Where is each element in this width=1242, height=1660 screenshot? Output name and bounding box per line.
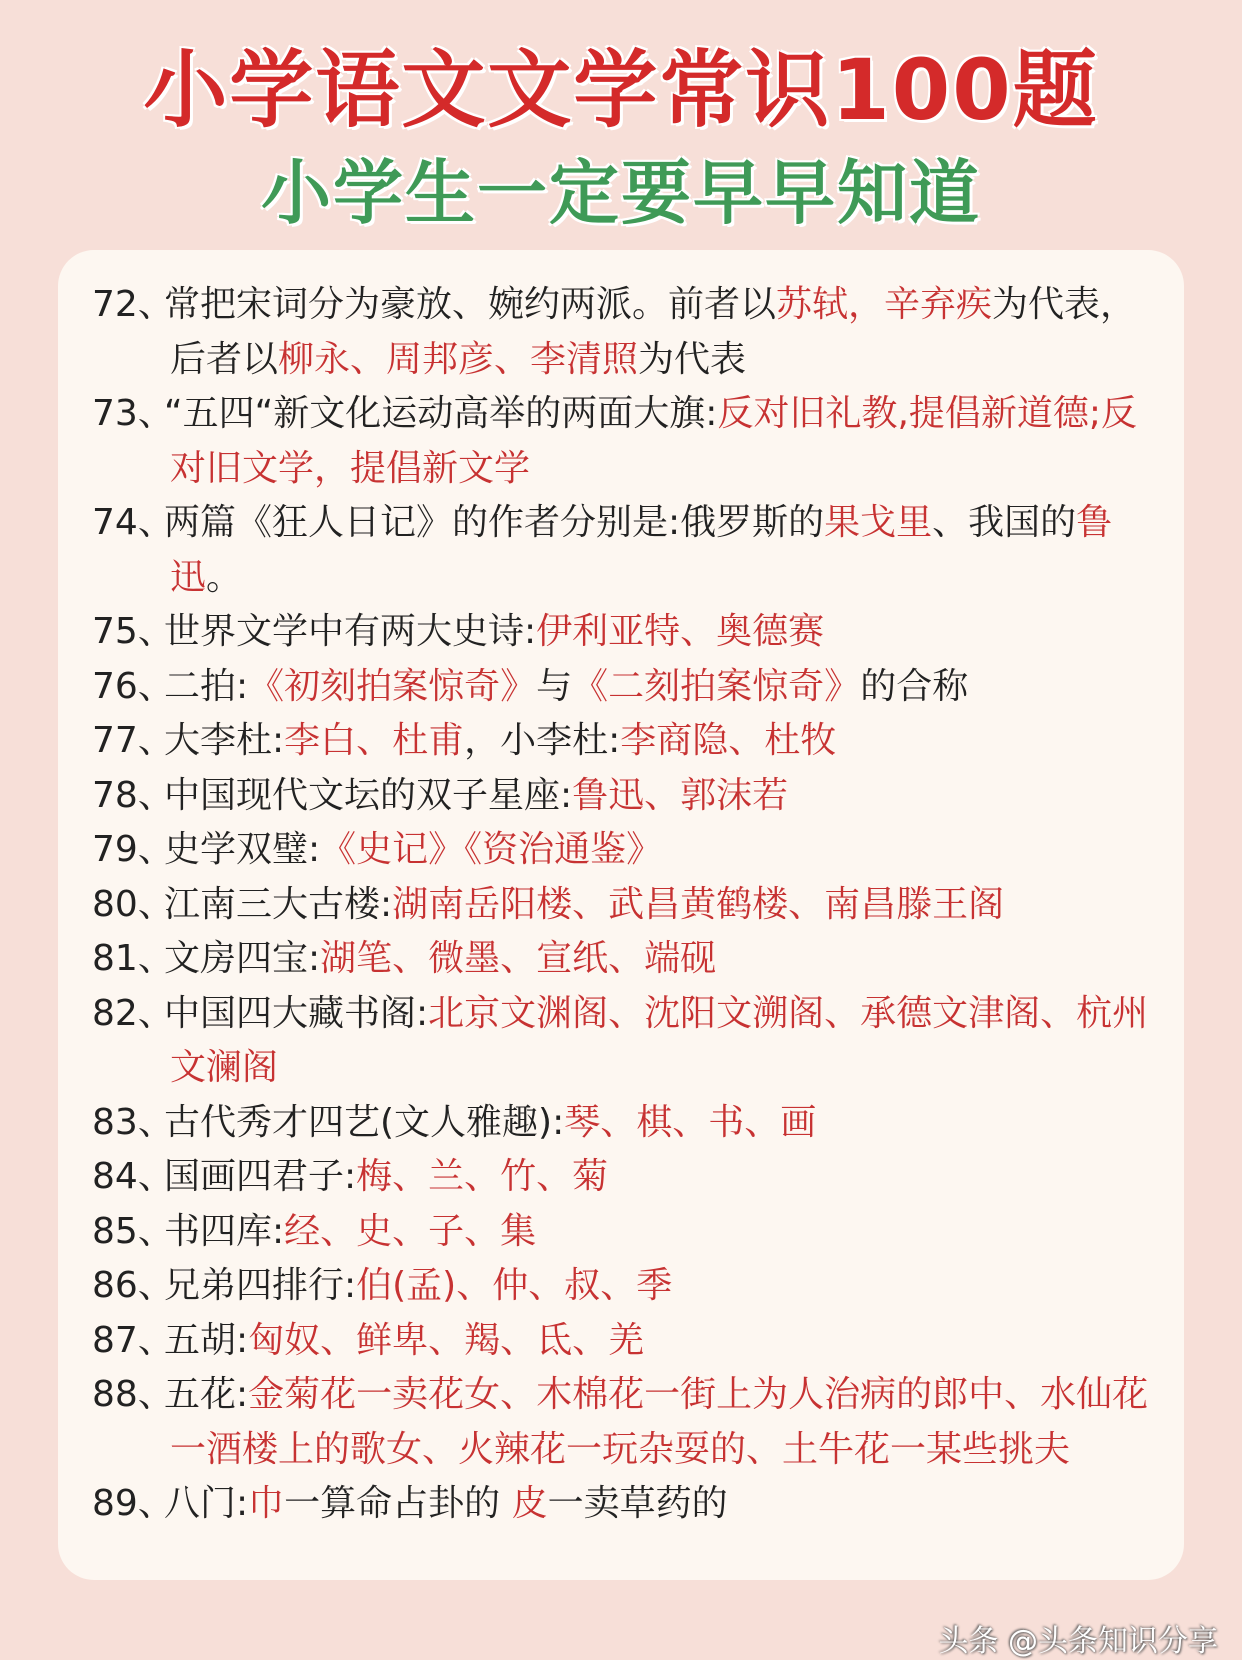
item-number: 76、 xyxy=(92,665,174,707)
list-item: 77、大李杜:李白、杜甫，小李杜:李商隐、杜牧 xyxy=(92,714,1152,769)
list-item: 84、国画四君子:梅、兰、竹、菊 xyxy=(92,1150,1152,1205)
list-item: 72、常把宋词分为豪放、婉约两派。前者以苏轼，辛弃疾为代表，后者以柳永、周邦彦、李清照为代表 xyxy=(92,278,1152,387)
list-item: 76、二拍:《初刻拍案惊奇》与《二刻拍案惊奇》的合称 xyxy=(92,660,1152,715)
item-number: 80、 xyxy=(92,883,174,925)
page-title: 小学语文文学常识100题 xyxy=(143,41,1099,139)
item-number: 83、 xyxy=(92,1101,174,1143)
page-subtitle: 小学生一定要早早知道 xyxy=(261,152,981,234)
item-number: 78、 xyxy=(92,774,174,816)
list-item: 75、世界文学中有两大史诗:伊利亚特、奥德赛 xyxy=(92,605,1152,660)
list-item: 79、史学双璧:《史记》《资治通鉴》 xyxy=(92,823,1152,878)
item-number: 77、 xyxy=(92,720,174,761)
item-number: 75、 xyxy=(92,611,174,652)
list-item: 85、书四库:经、史、子、集 xyxy=(92,1205,1152,1260)
item-number: 85、 xyxy=(92,1210,174,1252)
list-item: 78、中国现代文坛的双子星座:鲁迅、郭沫若 xyxy=(92,769,1152,824)
list-item: 87、五胡:匈奴、鲜卑、羯、氐、羌 xyxy=(92,1314,1152,1369)
item-number: 88、 xyxy=(92,1374,174,1415)
item-number: 89、 xyxy=(92,1483,174,1524)
item-number: 84、 xyxy=(92,1156,174,1197)
watermark: 头条 @头条知识分享 xyxy=(938,1624,1218,1659)
list-item: 73、“五四“新文化运动高举的两面大旗:反对旧礼教,提倡新道德;反对旧文学，提倡新文学 xyxy=(92,387,1152,496)
item-number: 81、 xyxy=(92,938,174,979)
list-item: 74、两篇《狂人日记》的作者分别是:俄罗斯的果戈里、我国的鲁迅。 xyxy=(92,496,1152,605)
item-number: 74、 xyxy=(92,502,174,543)
list-item: 86、兄弟四排行:伯(孟)、仲、叔、季 xyxy=(92,1259,1152,1314)
list-item: 83、古代秀才四艺(文人雅趣):琴、棋、书、画 xyxy=(92,1096,1152,1151)
item-number: 73、 xyxy=(92,393,174,434)
list-item: 89、八门:巾一算命占卦的 皮一卖草药的 xyxy=(92,1477,1152,1532)
list-item: 81、文房四宝:湖笔、微墨、宣纸、端砚 xyxy=(92,932,1152,987)
item-number: 72、 xyxy=(92,284,174,325)
item-number: 79、 xyxy=(92,829,174,870)
list-item: 82、中国四大藏书阁:北京文渊阁、沈阳文溯阁、承德文津阁、杭州文澜阁 xyxy=(92,987,1152,1096)
list-item: 80、江南三大古楼:湖南岳阳楼、武昌黄鹤楼、南昌滕王阁 xyxy=(92,878,1152,933)
item-number: 82、 xyxy=(92,992,174,1034)
item-number: 86、 xyxy=(92,1265,174,1306)
item-number: 87、 xyxy=(92,1319,174,1361)
list-item: 88、五花:金菊花一卖花女、木棉花一街上为人治病的郎中、水仙花一酒楼上的歌女、火辣花一玩杂耍的、土牛花一某些挑夫 xyxy=(92,1368,1152,1477)
question-list xyxy=(92,278,1152,1532)
